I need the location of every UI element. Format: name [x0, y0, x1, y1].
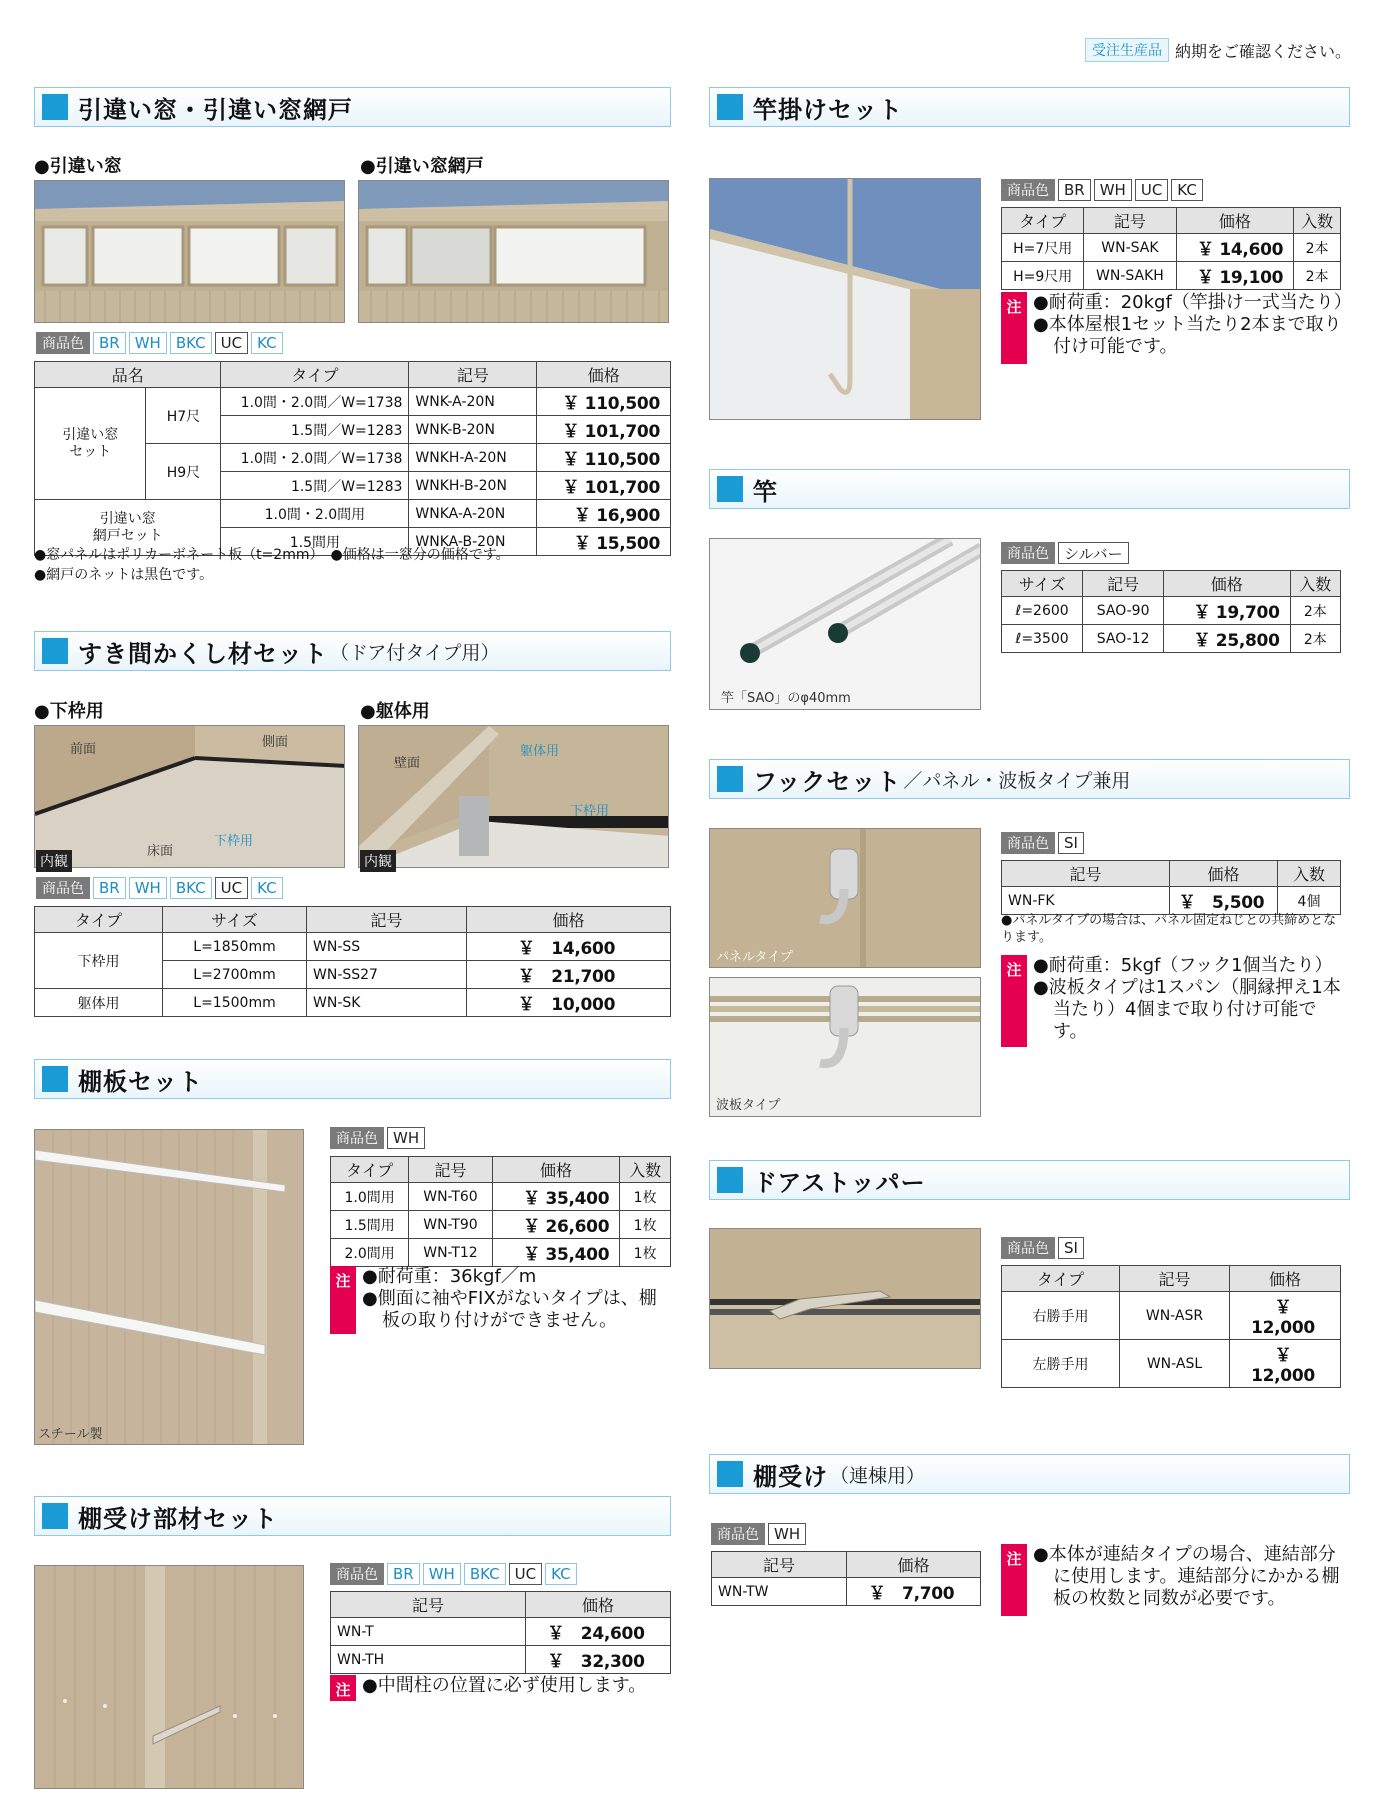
table-cell-price: ￥ 24,600 [526, 1618, 671, 1646]
table-cell: L=1500mm [163, 989, 307, 1017]
color-wh: WH [387, 1127, 425, 1149]
col-price: 価格 [847, 1552, 981, 1578]
col-type: タイプ [35, 907, 163, 933]
section-header-shelf-bracket-set [34, 1496, 671, 1536]
caution-bracket [330, 1675, 671, 1701]
color-options-s8 [1001, 1236, 1084, 1260]
tag-interior: 内観 [36, 850, 72, 872]
color-label: 商品色 [36, 332, 90, 354]
col-code: 記号 [1120, 1266, 1230, 1292]
color-br: BR [387, 1563, 420, 1585]
section-marker-icon [717, 94, 743, 120]
name-window-set: 引違い窓 セット [35, 388, 146, 500]
table-cell: 2本 [1294, 234, 1341, 262]
table-cell-price: ￥ 14,600 [1176, 234, 1294, 262]
color-options-s3 [330, 1126, 425, 1150]
color-kc: KC [1171, 179, 1203, 201]
hook-price-table [1001, 860, 1341, 915]
col-price: 価格 [1176, 208, 1294, 234]
color-label: 商品色 [1001, 179, 1055, 201]
table-cell: SAO-90 [1083, 597, 1164, 625]
table-cell: WN-T12 [409, 1239, 492, 1267]
table-cell: 下枠用 [35, 933, 163, 989]
section-subtitle: ／パネル・波板タイプ兼用 [903, 769, 1131, 792]
col-type: タイプ [1002, 208, 1084, 234]
table-cell: WN-TH [331, 1646, 526, 1674]
table-cell: WNKH-A-20N [409, 444, 537, 472]
col-qty: 入数 [1278, 861, 1341, 887]
section-marker-icon [717, 1461, 743, 1487]
section-title: ドアストッパー [753, 1168, 926, 1197]
table-cell-price: ￥ 12,000 [1230, 1292, 1341, 1340]
section-subtitle: （ドア付タイプ用） [330, 641, 500, 664]
table-cell-price: ￥ 7,700 [847, 1578, 981, 1606]
table-cell-price: ￥ 35,400 [492, 1183, 620, 1211]
color-wh: WH [768, 1523, 806, 1545]
section-header-gap-cover [34, 631, 671, 671]
shelf-receiver-price-table [711, 1551, 981, 1606]
tag-floor: 床面 [147, 844, 174, 859]
caution-line: ●側面に袖やFIXがないタイプは、棚板の取り付けができません。 [362, 1288, 657, 1331]
color-uc: UC [509, 1563, 542, 1585]
table-cell: 右勝手用 [1002, 1292, 1120, 1340]
door-stopper-photo [709, 1228, 981, 1369]
col-code: 記号 [409, 1157, 492, 1183]
table-cell: L=2700mm [163, 961, 307, 989]
table-cell: WNKA-A-20N [409, 500, 537, 528]
photo-label-window: ●引違い窓 [34, 156, 122, 177]
section-header-pole-hanger [709, 87, 1350, 127]
color-wh: WH [129, 332, 167, 354]
table-cell-price: ￥ 12,000 [1230, 1340, 1341, 1388]
table-cell-price: ￥ 25,800 [1163, 625, 1290, 653]
table-cell-price: ￥ 19,700 [1163, 597, 1290, 625]
table-cell: 1枚 [620, 1183, 671, 1211]
color-bkc: BKC [464, 1563, 506, 1585]
table-cell: ℓ=3500 [1002, 625, 1083, 653]
table-cell-price: ￥ 32,300 [526, 1646, 671, 1674]
color-si: SI [1058, 1237, 1084, 1259]
table-cell: 4個 [1278, 887, 1341, 915]
color-label: 商品色 [330, 1127, 384, 1149]
tag-side: 側面 [262, 735, 289, 750]
col-name: 品名 [35, 362, 221, 388]
section-title: 棚受け部材セット [78, 1504, 278, 1533]
pole-hanger-price-table [1001, 207, 1341, 290]
caution-pole-hanger [1001, 292, 1352, 364]
color-label: 商品色 [1001, 832, 1055, 854]
section-marker-icon [717, 1167, 743, 1193]
tag-interior-2: 内観 [360, 850, 396, 872]
color-options-s4 [330, 1562, 577, 1586]
photo-caption: 竿「SAO」のφ40mm [721, 691, 851, 706]
section-header-sliding-window [34, 87, 671, 127]
caution-shelf-receiver [1001, 1544, 1346, 1616]
color-options-s2 [36, 876, 283, 900]
table-cell: 1.0間用 [331, 1183, 409, 1211]
table-cell: 2.0間用 [331, 1239, 409, 1267]
col-code: 記号 [331, 1592, 526, 1618]
hook-note: ●パネルタイプの場合は、パネル固定ねじとの共締めとなります。 [1001, 913, 1337, 945]
color-options-s7 [1001, 831, 1084, 855]
sliding-window-price-table [34, 361, 671, 556]
photo-caption: スチール製 [38, 1427, 103, 1442]
table-cell: 2本 [1290, 597, 1340, 625]
col-price: 価格 [1170, 861, 1278, 887]
color-label: 商品色 [330, 1563, 384, 1585]
pole-hanger-photo [709, 178, 981, 420]
section-subtitle: （連棟用） [830, 1464, 926, 1487]
table-cell: 1.5間用 [221, 528, 409, 556]
col-price: 価格 [537, 362, 671, 388]
section-header-shelf-set [34, 1059, 671, 1099]
note-line: ●窓パネルはポリカーボネート板（t=2mm） ●価格は一窓分の価格です。 [34, 547, 510, 563]
section-marker-icon [42, 1066, 68, 1092]
table-cell: WNK-B-20N [409, 416, 537, 444]
table-cell: 1.0間・2.0間／W=1738 [221, 388, 409, 416]
col-size: サイズ [1002, 571, 1083, 597]
section-marker-icon [42, 1503, 68, 1529]
table-cell-price: ￥ 110,500 [537, 388, 671, 416]
color-kc: KC [251, 877, 283, 899]
table-cell: WNKA-B-20N [409, 528, 537, 556]
section-marker-icon [42, 638, 68, 664]
note-line: ●網戸のネットは黒色です。 [34, 567, 214, 583]
table-cell: 1.0間・2.0間／W=1738 [221, 444, 409, 472]
table-cell-price: ￥ 110,500 [537, 444, 671, 472]
col-price: 価格 [492, 1157, 620, 1183]
table-cell: WN-T [331, 1618, 526, 1646]
table-cell: 左勝手用 [1002, 1340, 1120, 1388]
table-cell-price: ￥ 19,100 [1176, 262, 1294, 290]
table-cell: 1.5間／W=1283 [221, 472, 409, 500]
photo-caption: パネルタイプ [716, 950, 793, 965]
pole-price-table [1001, 570, 1341, 653]
table-cell: 2本 [1294, 262, 1341, 290]
section-title: すき間かくし材セット [78, 639, 328, 668]
tag-front: 前面 [70, 742, 97, 757]
table-cell: WNKH-B-20N [409, 472, 537, 500]
col-price: 価格 [526, 1592, 671, 1618]
col-code: 記号 [712, 1552, 847, 1578]
table-cell: 1.5間用 [331, 1211, 409, 1239]
table-cell: WN-ASL [1120, 1340, 1230, 1388]
color-label: 商品色 [36, 877, 90, 899]
caution-line: ●本体が連結タイプの場合、連結部分に使用します。連結部分にかかる棚板の枚数と同数が必要です。 [1033, 1544, 1340, 1609]
color-br: BR [93, 332, 126, 354]
table-cell-price: ￥ 35,400 [492, 1239, 620, 1267]
caution-line: ●耐荷重：36kgf／m [362, 1266, 537, 1287]
caution-line: ●耐荷重：5kgf（フック1個当たり） [1033, 955, 1333, 976]
height-h7: H7尺 [146, 388, 221, 444]
table-cell: WN-SAK [1084, 234, 1176, 262]
col-qty: 入数 [1290, 571, 1340, 597]
color-wh: WH [129, 877, 167, 899]
caution-line: ●本体屋根1セット当たり2本まで取り付け可能です。 [1033, 314, 1342, 357]
table-cell: SAO-12 [1083, 625, 1164, 653]
color-bkc: BKC [170, 877, 212, 899]
caution-shelf [330, 1266, 671, 1334]
table-cell-price: ￥ 5,500 [1170, 887, 1278, 915]
color-bkc: BKC [170, 332, 212, 354]
section-header-shelf-receiver [709, 1454, 1350, 1494]
order-note-text: 納期をご確認ください。 [1175, 41, 1352, 61]
color-br: BR [93, 877, 126, 899]
table-cell: WN-T60 [409, 1183, 492, 1211]
table-cell: 1枚 [620, 1211, 671, 1239]
table-cell: WN-FK [1002, 887, 1170, 915]
color-si: SI [1058, 832, 1084, 854]
color-wh: WH [423, 1563, 461, 1585]
table-cell: 2本 [1290, 625, 1340, 653]
table-cell: H=9尺用 [1002, 262, 1084, 290]
section-title: 竿掛けセット [753, 95, 903, 124]
table-cell: ℓ=2600 [1002, 597, 1083, 625]
col-type: タイプ [331, 1157, 409, 1183]
table-cell: WN-ASR [1120, 1292, 1230, 1340]
caution-line: ●耐荷重：20kgf（竿掛け一式当たり） [1033, 292, 1352, 313]
col-price: 価格 [1163, 571, 1290, 597]
table-cell: WN-SAKH [1084, 262, 1176, 290]
color-kc: KC [251, 332, 283, 354]
shelf-bracket-photo [34, 1565, 304, 1789]
window-screen-photo [358, 180, 669, 323]
table-cell: 1.5間／W=1283 [221, 416, 409, 444]
col-code: 記号 [409, 362, 537, 388]
col-qty: 入数 [1294, 208, 1341, 234]
section-header-pole [709, 469, 1350, 509]
color-wh: WH [1094, 179, 1132, 201]
shelf-photo [34, 1129, 304, 1445]
caution-badge: 注 [1001, 955, 1027, 1047]
color-br: BR [1058, 179, 1091, 201]
caution-badge: 注 [1001, 292, 1027, 364]
table-cell-price: ￥ 101,700 [537, 472, 671, 500]
col-price: 価格 [1230, 1266, 1341, 1292]
table-cell: WN-SS27 [307, 961, 467, 989]
table-cell-price: ￥ 15,500 [537, 528, 671, 556]
color-options-s1 [36, 331, 283, 355]
table-cell: WNK-A-20N [409, 388, 537, 416]
photo-label-screen: ●引違い窓網戸 [360, 156, 484, 177]
photo-label-body: ●躯体用 [360, 701, 430, 722]
col-price: 価格 [467, 907, 671, 933]
section-header-hook-set [709, 759, 1350, 799]
height-h9: H9尺 [146, 444, 221, 500]
table-cell-price: ￥ 10,000 [467, 989, 671, 1017]
col-code: 記号 [307, 907, 467, 933]
color-uc: UC [215, 332, 248, 354]
made-to-order-tag: 受注生産品 [1085, 38, 1169, 62]
color-label: 商品色 [1001, 1237, 1055, 1259]
color-options-s9 [711, 1522, 806, 1546]
color-options-s6 [1001, 541, 1129, 565]
section-marker-icon [717, 476, 743, 502]
color-silver: シルバー [1058, 542, 1129, 564]
col-qty: 入数 [620, 1157, 671, 1183]
color-options-s5 [1001, 178, 1203, 202]
table-cell: WN-T90 [409, 1211, 492, 1239]
table-cell: 1枚 [620, 1239, 671, 1267]
col-code: 記号 [1002, 861, 1170, 887]
table-cell-price: ￥ 14,600 [467, 933, 671, 961]
body-photo [358, 725, 669, 868]
order-note [1085, 38, 1351, 62]
color-uc: UC [1135, 179, 1168, 201]
section-title: 棚受け [753, 1462, 828, 1491]
caution-badge: 注 [330, 1675, 356, 1701]
section-marker-icon [42, 94, 68, 120]
table-cell-price: ￥ 26,600 [492, 1211, 620, 1239]
section-title: 竿 [753, 477, 778, 506]
table-cell-price: ￥ 21,700 [467, 961, 671, 989]
color-label: 商品色 [711, 1523, 765, 1545]
table-cell: 1.0間・2.0間用 [221, 500, 409, 528]
sliding-window-photo [34, 180, 345, 323]
table-cell: WN-SS [307, 933, 467, 961]
tag-lower-frame: 下枠用 [214, 834, 254, 849]
section-title: 引違い窓・引違い窓網戸 [78, 95, 353, 124]
photo-label-lower-frame: ●下枠用 [34, 701, 104, 722]
caution-line: ●波板タイプは1スパン（胴縁押え1本当たり）4個まで取り付け可能です。 [1033, 977, 1341, 1042]
caution-badge: 注 [1001, 1544, 1027, 1616]
tag-wall: 壁面 [394, 756, 421, 771]
col-type: タイプ [1002, 1266, 1120, 1292]
caution-hook [1001, 955, 1346, 1047]
table-cell: WN-SK [307, 989, 467, 1017]
color-kc: KC [545, 1563, 577, 1585]
caution-badge: 注 [330, 1266, 356, 1334]
gap-cover-price-table [34, 906, 671, 1017]
pole-photo [709, 538, 981, 710]
shelf-bracket-price-table [330, 1591, 671, 1674]
table-cell: WN-TW [712, 1578, 847, 1606]
table-cell: 躯体用 [35, 989, 163, 1017]
col-type: タイプ [221, 362, 409, 388]
table-cell: L=1850mm [163, 933, 307, 961]
table-cell-price: ￥ 16,900 [537, 500, 671, 528]
color-uc: UC [215, 877, 248, 899]
tag-body: 躯体用 [520, 744, 560, 759]
caution-line: ●中間柱の位置に必ず使用します。 [362, 1675, 647, 1696]
col-code: 記号 [1084, 208, 1176, 234]
name-screen-set: 引違い窓 網戸セット [35, 500, 221, 556]
section-title: フックセット [753, 767, 902, 796]
tag-lower-frame-2: 下枠用 [570, 804, 610, 819]
shelf-price-table [330, 1156, 671, 1267]
table-cell: H=7尺用 [1002, 234, 1084, 262]
col-code: 記号 [1083, 571, 1164, 597]
table-cell-price: ￥ 101,700 [537, 416, 671, 444]
section-header-door-stopper [709, 1160, 1350, 1200]
photo-caption: 波板タイプ [716, 1098, 781, 1113]
section-marker-icon [717, 766, 743, 792]
col-size: サイズ [163, 907, 307, 933]
door-stopper-price-table [1001, 1265, 1341, 1388]
section-title: 棚板セット [78, 1067, 203, 1096]
color-label: 商品色 [1001, 542, 1055, 564]
